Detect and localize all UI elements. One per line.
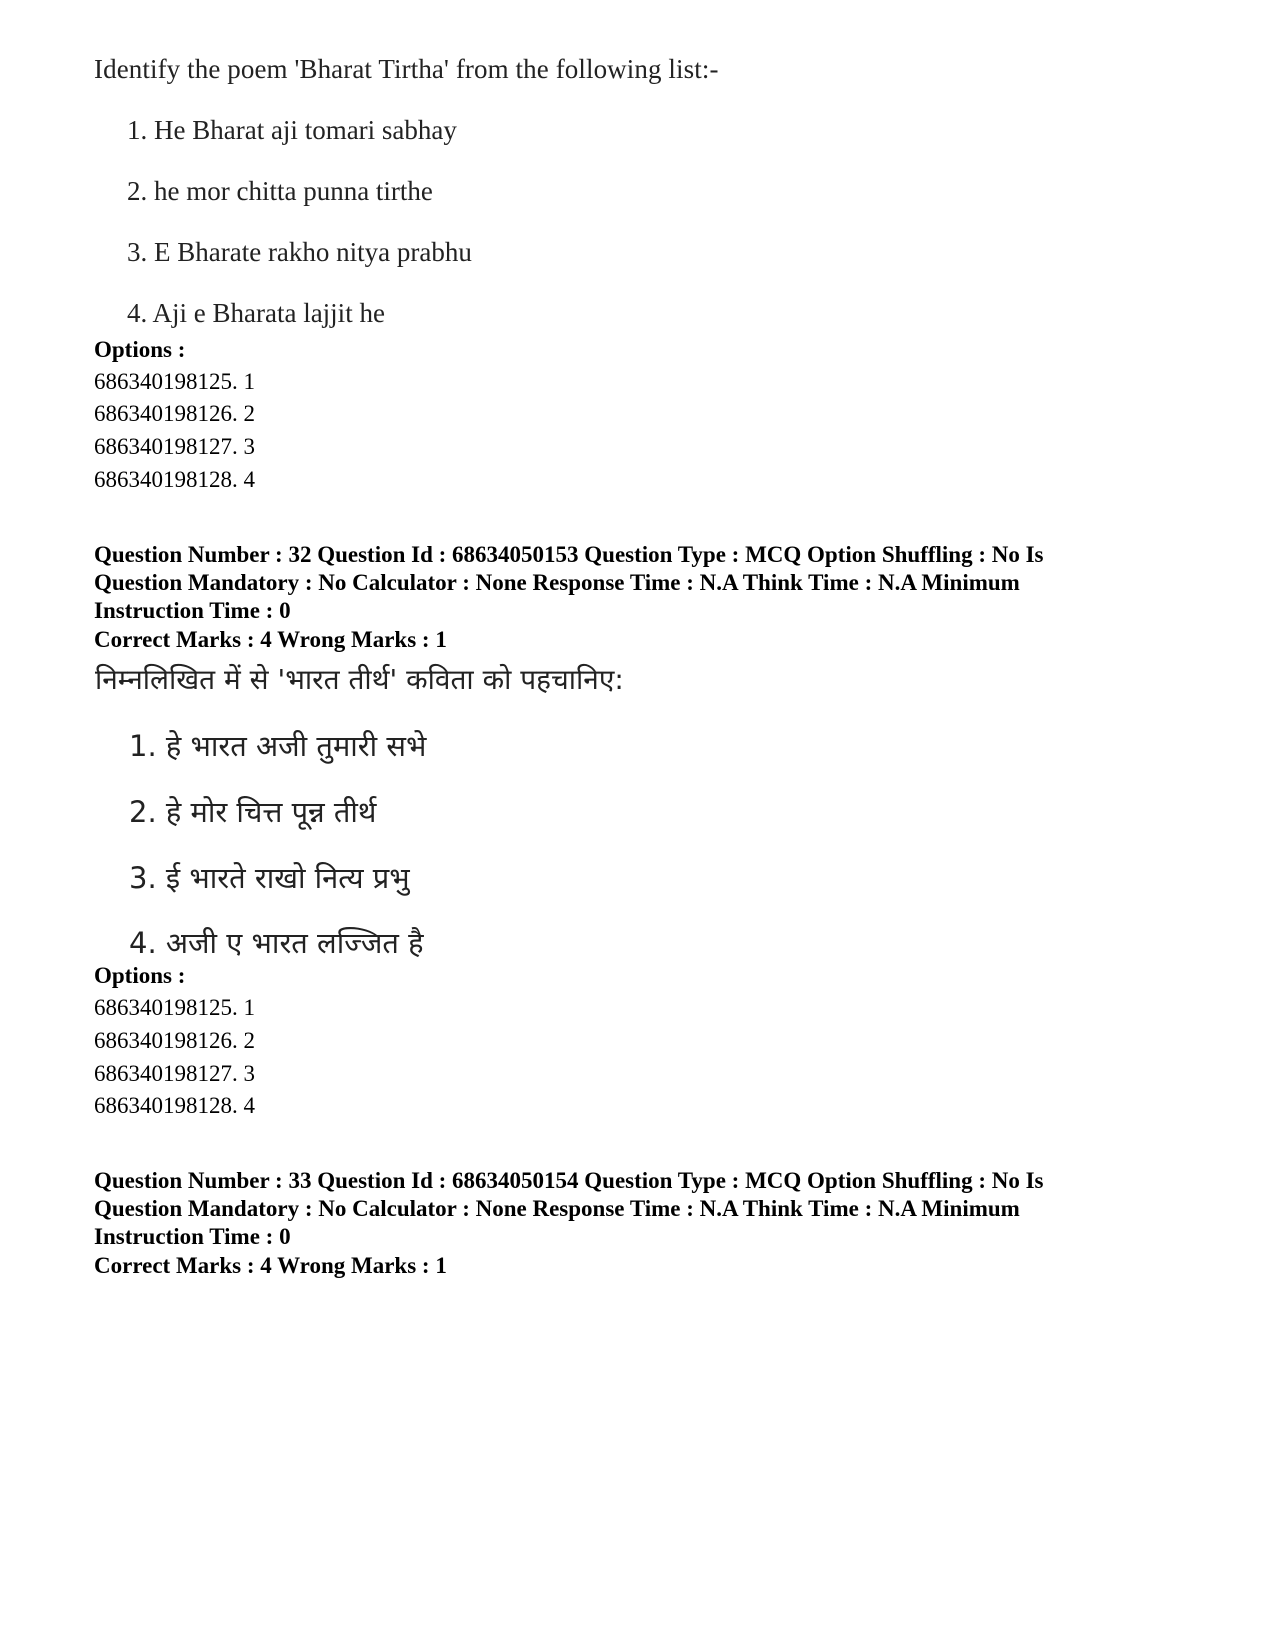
question-list-item: 1. He Bharat aji tomari sabhay — [127, 115, 457, 145]
question-meta — [94, 1167, 1174, 1251]
options-label: Options : — [94, 337, 186, 362]
marks-line: Correct Marks : 4 Wrong Marks : 1 — [94, 627, 447, 652]
question-list-item: 1. हे भारत अजी तुमारी सभे — [129, 729, 427, 763]
question-text: Identify the poem 'Bharat Tirtha' from the following list:- — [94, 54, 719, 84]
question-list-item: 3. ई भारते राखो नित्य प्रभु — [129, 861, 410, 895]
question-meta-line: Question Number : 32 Question Id : 68634050153 Question Type : MCQ Option Shuffling : No Is — [94, 542, 1044, 567]
option-item: 686340198126. 2 — [94, 401, 255, 426]
option-item: 686340198125. 1 — [94, 995, 255, 1020]
question-meta-line: Question Mandatory : No Calculator : None Response Time : N.A Think Time : N.A Minimum — [94, 570, 1020, 595]
options-label: Options : — [94, 963, 186, 988]
question-text-hindi: निम्नलिखित में से 'भारत तीर्थ' कविता को पहचानिए: — [95, 663, 624, 696]
question-list-item: 3. E Bharate rakho nitya prabhu — [127, 237, 472, 267]
option-item: 686340198125. 1 — [94, 369, 255, 394]
option-item: 686340198127. 3 — [94, 434, 255, 459]
question-meta-line: Instruction Time : 0 — [94, 598, 291, 623]
question-meta-line: Instruction Time : 0 — [94, 1224, 291, 1249]
option-item: 686340198126. 2 — [94, 1028, 255, 1053]
question-meta-line: Question Number : 33 Question Id : 68634050154 Question Type : MCQ Option Shuffling : No Is — [94, 1168, 1044, 1193]
question-meta — [94, 541, 1174, 625]
marks-line: Correct Marks : 4 Wrong Marks : 1 — [94, 1253, 447, 1278]
option-item: 686340198127. 3 — [94, 1061, 255, 1086]
option-item: 686340198128. 4 — [94, 1093, 255, 1118]
question-list-item: 4. अजी ए भारत लज्जित है — [129, 926, 424, 960]
question-list-item: 4. Aji e Bharata lajjit he — [127, 298, 385, 328]
question-meta-line: Question Mandatory : No Calculator : None Response Time : N.A Think Time : N.A Minimum — [94, 1196, 1020, 1221]
option-item: 686340198128. 4 — [94, 467, 255, 492]
question-list-item: 2. he mor chitta punna tirthe — [127, 176, 433, 206]
question-list-item: 2. हे मोर चित्त पून्न तीर्थ — [129, 795, 377, 829]
